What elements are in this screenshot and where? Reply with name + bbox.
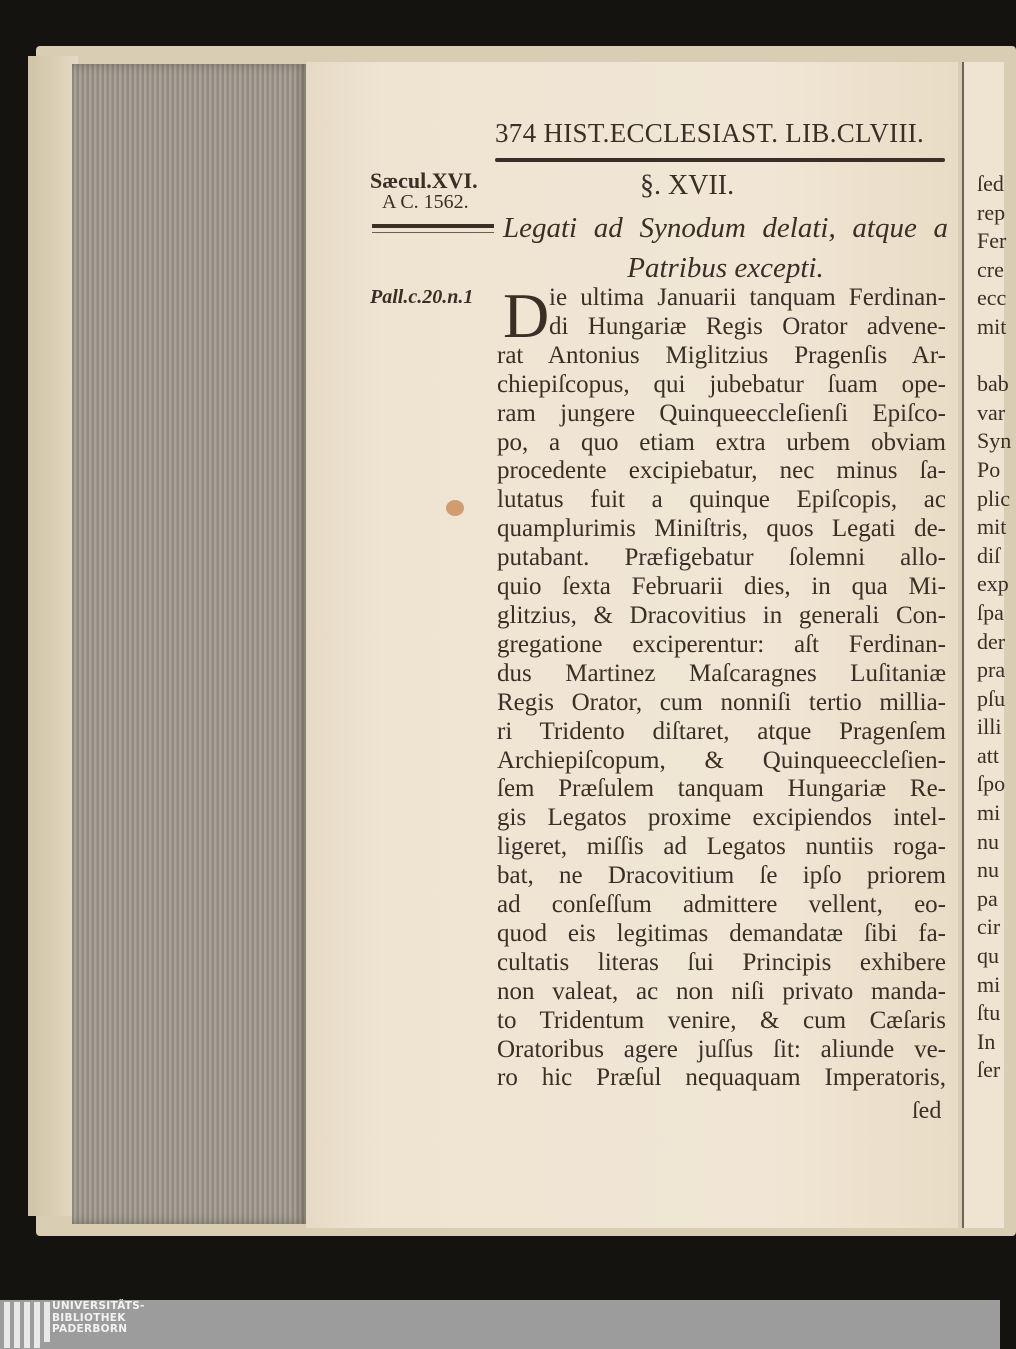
text-line: glitzius, & Dracovitius in generali Con- bbox=[497, 601, 946, 629]
text-line: quod eis legitimas demandatæ ſibi fa- bbox=[497, 919, 946, 947]
text-line: Regis Orator, cum nonniſi tertio millia- bbox=[497, 688, 946, 716]
margin-note-reference: Pall.c.20.n.1 bbox=[370, 286, 474, 308]
text-line: di Hungariæ Regis Orator advene- bbox=[549, 312, 946, 340]
section-title-line1: Legati ad Synodum delati, atque a bbox=[503, 212, 948, 244]
facing-page-line: Po bbox=[977, 456, 1001, 482]
text-line: ri Tridento diſtaret, atque Pragenſem bbox=[497, 717, 946, 745]
library-logo-text bbox=[52, 1301, 145, 1336]
facing-page-line: ſtu bbox=[977, 1000, 1001, 1026]
text-line: gregatione exciperentur: aſt Ferdinan- bbox=[497, 630, 946, 658]
facing-page-line: nu bbox=[977, 857, 999, 883]
footer-bar bbox=[0, 1300, 1000, 1349]
facing-page-line: var bbox=[977, 399, 1006, 425]
text-line: po, a quo etiam extra urbem obviam bbox=[497, 428, 946, 456]
facing-page-line: Fer bbox=[977, 228, 1007, 254]
text-line: ie ultima Januarii tanquam Ferdinan- bbox=[549, 284, 946, 311]
facing-page-line: mit bbox=[977, 514, 1007, 540]
facing-page-line: qu bbox=[977, 943, 999, 969]
text-line: dus Martinez Maſcaragnes Luſitaniæ bbox=[497, 659, 946, 687]
facing-page-line: pa bbox=[977, 885, 998, 911]
facing-page-line: ſer bbox=[977, 1057, 1001, 1083]
text-line: rat Antonius Miglitzius Pragenſis Ar- bbox=[497, 341, 946, 369]
facing-page-line: diſ bbox=[977, 542, 1001, 568]
facing-page-line: Syn bbox=[977, 428, 1012, 454]
logo-line3: PADERBORN bbox=[52, 1323, 128, 1335]
drop-cap: D bbox=[503, 280, 550, 351]
facing-page-line: att bbox=[977, 742, 999, 768]
text-line: Archiepiſcopum, & Quinqueeccleſien- bbox=[497, 746, 946, 774]
margin-note-year: A C. 1562. bbox=[382, 191, 469, 213]
running-head: 374 HIST.ECCLESIAST. LIB.CLVIII. bbox=[495, 118, 925, 148]
text-line: ſem Præſulem tanquam Hungariæ Re- bbox=[497, 775, 946, 803]
facing-page-line: rep bbox=[977, 199, 1006, 225]
facing-page-line: ſpa bbox=[977, 599, 1004, 625]
text-line: Oratoribus agere juſſus ſit: aliunde ve- bbox=[497, 1035, 946, 1063]
text-line: ad conſeſſum admittere vellent, eo- bbox=[497, 891, 946, 919]
catchword: ſed bbox=[912, 1098, 942, 1124]
page-edges bbox=[72, 64, 308, 1224]
text-line: ligeret, miſſis ad Legatos nuntiis roga- bbox=[497, 833, 946, 861]
facing-page-line: mit bbox=[977, 313, 1007, 339]
facing-page-line: mi bbox=[977, 971, 1001, 997]
text-line: chiepiſcopus, qui jubebatur ſuam ope- bbox=[497, 370, 946, 398]
text-line: ro hic Præſul nequaquam Imperatoris, bbox=[497, 1064, 946, 1092]
facing-page-line: illi bbox=[977, 714, 1002, 740]
facing-page-line: nu bbox=[977, 828, 999, 854]
facing-page-line: In bbox=[977, 1028, 996, 1054]
text-line: non valeat, ac non niſi privato manda- bbox=[497, 977, 946, 1005]
logo-line1: UNIVERSITÄTS- bbox=[52, 1300, 145, 1312]
text-line: gis Legatos proxime excipiendos intel- bbox=[497, 804, 946, 832]
facing-page-line bbox=[977, 342, 1000, 371]
margin-rule-thin bbox=[372, 232, 494, 233]
text-line: quio ſexta Februarii dies, in qua Mi- bbox=[497, 573, 946, 601]
text-line: ram jungere Quinqueeccleſienſi Epiſco- bbox=[497, 399, 946, 427]
facing-page-line: ecc bbox=[977, 285, 1007, 311]
facing-page-line: der bbox=[977, 628, 1006, 654]
facing-page-text bbox=[977, 170, 1012, 1085]
text-line: lutatus fuit a quinque Epiſcopis, ac bbox=[497, 486, 946, 514]
facing-page-line: ſpo bbox=[977, 771, 1006, 797]
logo-line2: BIBLIOTHEK bbox=[52, 1311, 126, 1324]
facing-page-line: cir bbox=[977, 914, 1001, 940]
margin-note-century: Sæcul.XVI. bbox=[370, 168, 478, 193]
facing-page-line: cre bbox=[977, 256, 1004, 282]
body-text bbox=[497, 280, 946, 1093]
facing-page-line: pſu bbox=[977, 685, 1006, 711]
section-title-line2: Patribus excepti. bbox=[627, 252, 824, 284]
text-line: putabant. Præfigebatur ſolemni allo- bbox=[497, 544, 946, 572]
text-line: to Tridentum venire, & cum Cæſaris bbox=[497, 1006, 946, 1034]
text-line: bat, ne Dracovitium ſe ipſo priorem bbox=[497, 862, 946, 890]
facing-page-line: pra bbox=[977, 657, 1006, 683]
header-rule bbox=[495, 158, 945, 162]
cover-edge bbox=[28, 56, 78, 1216]
section-title bbox=[503, 208, 948, 288]
text-line: cultatis literas ſui Principis exhibere bbox=[497, 948, 946, 976]
facing-page-line: bab bbox=[977, 371, 1009, 397]
paper-stain bbox=[446, 500, 464, 516]
text-line: quamplurimis Miniſtris, quos Legati de- bbox=[497, 515, 946, 543]
section-number: §. XVII. bbox=[640, 170, 735, 201]
facing-page-line: exp bbox=[977, 571, 1009, 597]
text-line: procedente excipiebatur, nec minus ſa- bbox=[497, 457, 946, 485]
margin-rule bbox=[372, 224, 494, 228]
facing-page-line: plic bbox=[977, 485, 1010, 511]
facing-page-line: mi bbox=[977, 800, 1001, 826]
facing-page-line: ſed bbox=[977, 171, 1004, 196]
